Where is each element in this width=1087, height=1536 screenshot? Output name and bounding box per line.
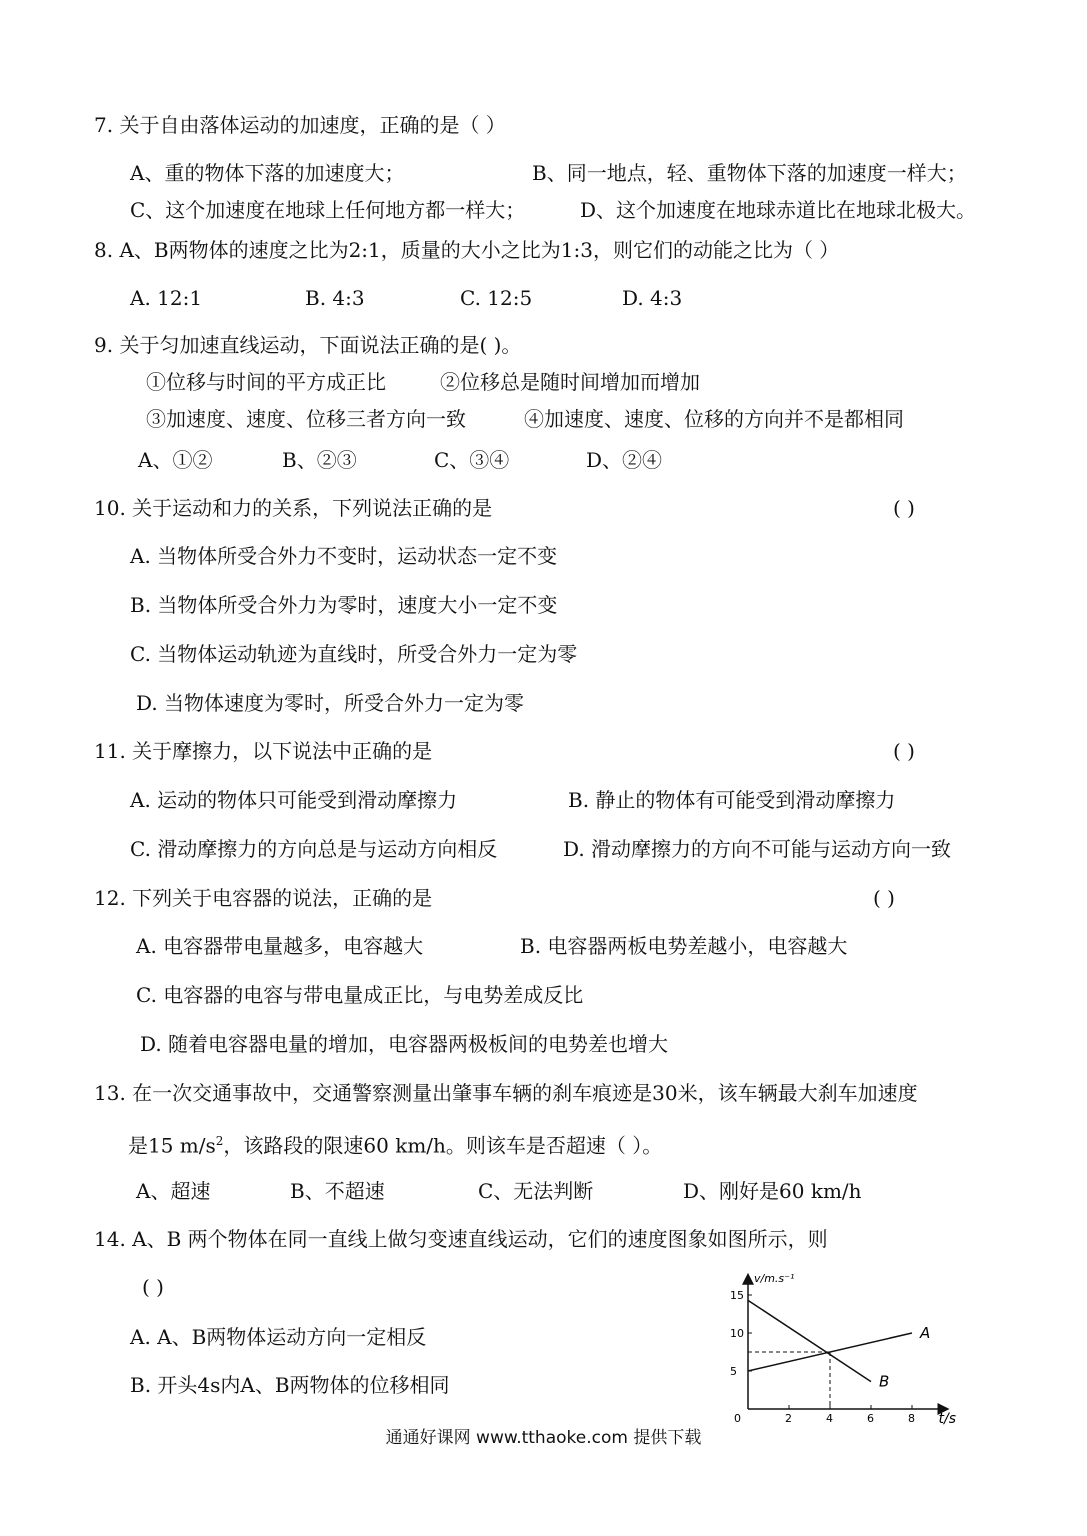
q8-option-b: B. 4:3	[305, 286, 365, 310]
y-tick-label: 5	[730, 1365, 737, 1378]
q12-option-a: A. 电容器带电量越多，电容越大	[136, 934, 424, 958]
x-tick-label: 8	[908, 1412, 915, 1425]
y-tick-label: 10	[730, 1327, 744, 1340]
page-footer: 通通好课网 www.tthaoke.com 提供下载	[385, 1428, 702, 1448]
q10-option-a: A. 当物体所受合外力不变时，运动状态一定不变	[130, 544, 558, 568]
q14-option-a: A. A、B两物体运动方向一定相反	[130, 1325, 427, 1349]
q9-statement-1: ①位移与时间的平方成正比	[146, 370, 386, 394]
q9-statement-2: ②位移总是随时间增加而增加	[440, 370, 700, 394]
q8-option-d: D. 4:3	[622, 286, 683, 310]
q13-stem-line2: 是15 $m/s^2$，该路段的限速60 km/h。则该车是否超速（ ）。	[128, 1133, 663, 1158]
q7-option-d: D、这个加速度在地球赤道比在地球北极大。	[580, 198, 977, 222]
q8-stem: 8. A、B两物体的速度之比为2:1，质量的大小之比为1:3，则它们的动能之比为（ ）	[94, 238, 840, 262]
velocity-time-chart	[720, 1268, 980, 1428]
q9-statement-4: ④加速度、速度、位移的方向并不是都相同	[524, 407, 904, 431]
x-tick-label: 2	[785, 1412, 792, 1425]
q12-option-d: D. 随着电容器电量的增加，电容器两极板间的电势差也增大	[140, 1032, 669, 1056]
q8-option-a: A. 12:1	[130, 286, 203, 310]
q12-answer-blank: ( )	[873, 886, 895, 910]
series-label-A: A	[920, 1324, 931, 1342]
series-label-B: B	[879, 1372, 890, 1391]
y-tick-label: 15	[730, 1289, 744, 1302]
q9-option-c: C、③④	[434, 448, 510, 472]
q10-answer-blank: ( )	[893, 496, 915, 520]
q8-option-c: C. 12:5	[460, 286, 533, 310]
series-line-B	[748, 1300, 871, 1381]
q7-option-b: B、同一地点，轻、重物体下落的加速度一样大；	[532, 161, 967, 185]
q9-option-b: B、②③	[282, 448, 357, 472]
q11-option-c: C. 滑动摩擦力的方向总是与运动方向相反	[130, 837, 498, 861]
q11-option-b: B. 静止的物体有可能受到滑动摩擦力	[568, 788, 896, 812]
q9-option-a: A、①②	[138, 448, 213, 472]
q13-option-d: D、刚好是60 km/h	[683, 1179, 862, 1203]
x-axis-label: t/s	[938, 1411, 956, 1427]
q11-stem: 11. 关于摩擦力，以下说法中正确的是	[94, 739, 433, 763]
q9-option-d: D、②④	[586, 448, 663, 472]
q13-stem-line1: 13. 在一次交通事故中，交通警察测量出肇事车辆的刹车痕迹是30米，该车辆最大刹车加速度	[94, 1081, 918, 1105]
x-tick-label: 4	[826, 1412, 833, 1425]
q7-stem: 7. 关于自由落体运动的加速度，正确的是（ ）	[94, 113, 506, 137]
q9-statement-3: ③加速度、速度、位移三者方向一致	[146, 407, 466, 431]
q7-option-c: C、这个加速度在地球上任何地方都一样大；	[130, 198, 526, 222]
q10-option-d: D. 当物体速度为零时，所受合外力一定为零	[136, 691, 525, 715]
q14-option-b: B. 开头4s内A、B两物体的位移相同	[130, 1373, 450, 1397]
q14-stem-line1: 14. A、B 两个物体在同一直线上做匀变速直线运动，它们的速度图象如图所示，则	[94, 1227, 828, 1251]
q11-answer-blank: ( )	[893, 739, 915, 763]
q7-option-a: A、重的物体下落的加速度大；	[130, 161, 405, 185]
y-axis-label: v/m.s⁻¹	[754, 1271, 795, 1285]
q13-option-a: A、超速	[136, 1179, 211, 1203]
q11-option-a: A. 运动的物体只可能受到滑动摩擦力	[130, 788, 458, 812]
q12-stem: 12. 下列关于电容器的说法，正确的是	[94, 886, 433, 910]
q10-option-b: B. 当物体所受合外力为零时，速度大小一定不变	[130, 593, 558, 617]
q13-option-b: B、不超速	[290, 1179, 385, 1203]
q11-option-d: D. 滑动摩擦力的方向不可能与运动方向一致	[563, 837, 952, 861]
x-tick-label: 0	[734, 1412, 741, 1425]
q10-stem: 10. 关于运动和力的关系，下列说法正确的是	[94, 496, 493, 520]
q12-option-c: C. 电容器的电容与带电量成正比，与电势差成反比	[136, 983, 584, 1007]
q12-option-b: B. 电容器两板电势差越小，电容越大	[520, 934, 848, 958]
q9-stem: 9. 关于匀加速直线运动，下面说法正确的是( )。	[94, 333, 522, 357]
q13-option-c: C、无法判断	[478, 1179, 594, 1203]
q14-answer-blank: ( )	[142, 1275, 164, 1299]
q10-option-c: C. 当物体运动轨迹为直线时，所受合外力一定为零	[130, 642, 578, 666]
x-tick-label: 6	[867, 1412, 874, 1425]
